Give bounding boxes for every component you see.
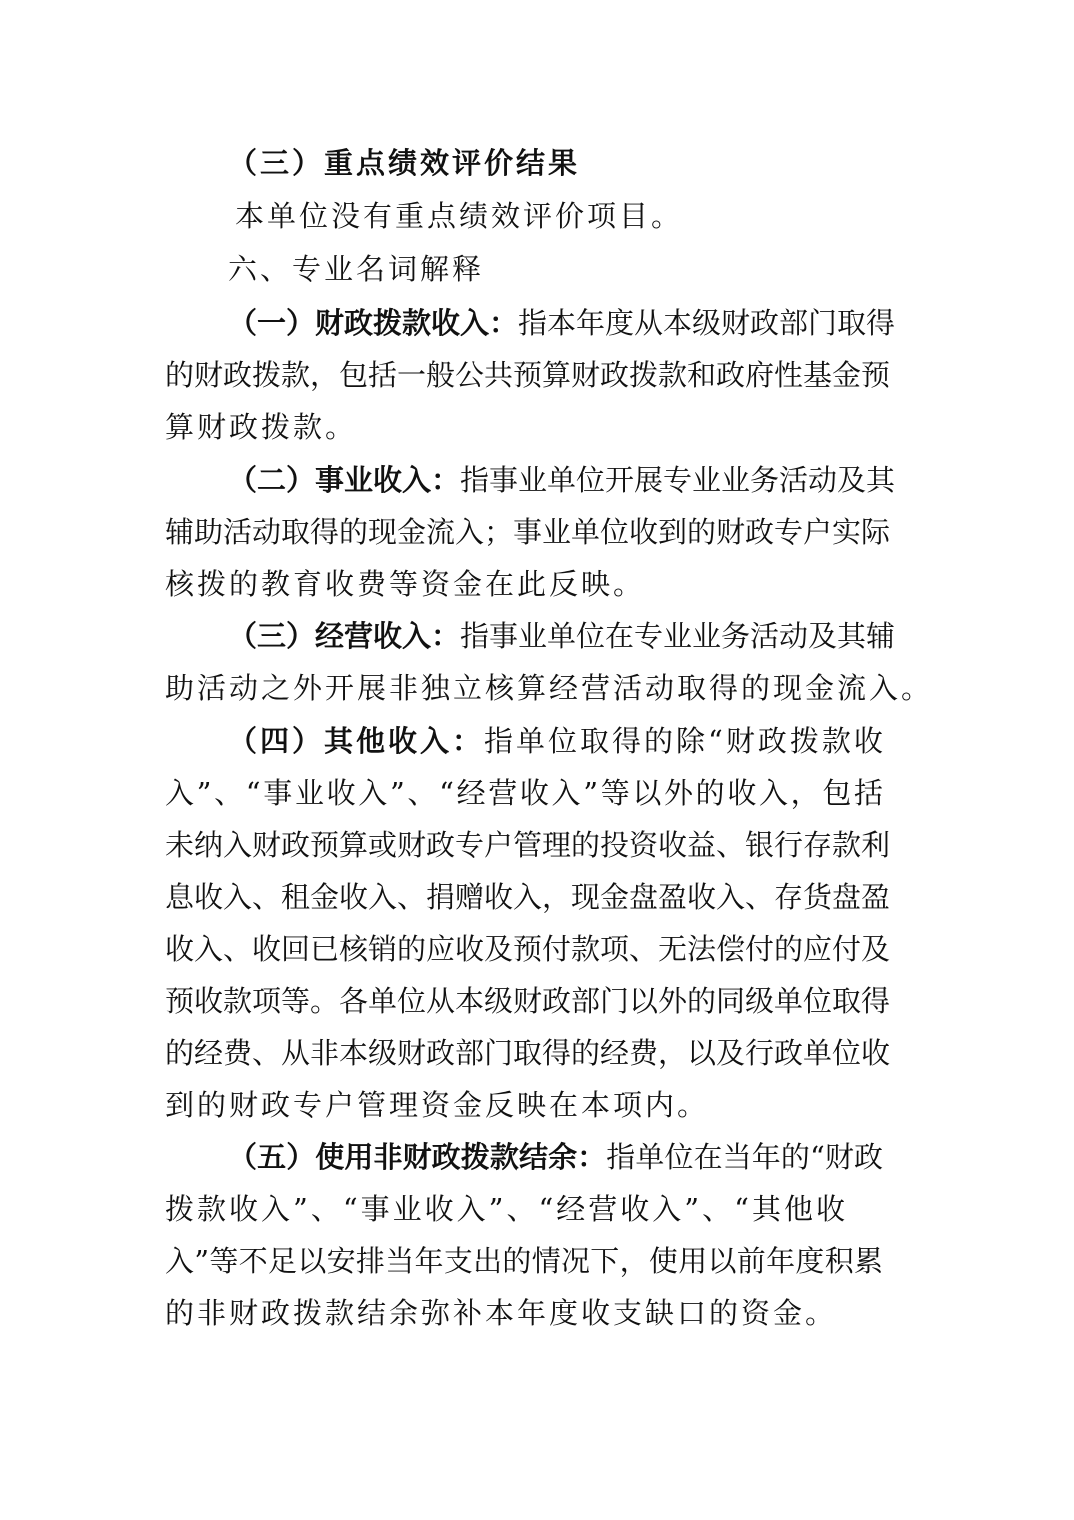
term-text: 算财政拨款。 [165, 410, 358, 444]
paragraph-text: 本单位没有重点绩效评价项目。 [235, 199, 684, 233]
term-text: 助活动之外开展非独立核算经营活动取得的现金流入。 [165, 671, 934, 705]
term-item-2-line-3 [165, 566, 645, 602]
term-item-1-line-1 [228, 305, 896, 341]
term-item-1-line-3 [165, 409, 357, 445]
term-item-5-line-3 [165, 1243, 883, 1279]
term-label: （五）使用非财政拨款结余： [228, 1140, 607, 1174]
heading-text: （三）重点绩效评价结果 [228, 146, 581, 180]
term-item-1-line-2 [165, 357, 891, 393]
term-text: 未纳入财政预算或财政专户管理的投资收益、银行存款利 [165, 828, 891, 862]
term-text: 到的财政专户管理资金反映在本项内。 [165, 1088, 710, 1122]
term-text: 指本年度从本级财政部门取得 [518, 306, 896, 340]
term-item-4-line-7 [165, 1035, 891, 1071]
term-item-2-line-1 [228, 462, 896, 498]
paragraph-no-key-evaluation [235, 198, 683, 234]
term-text: 拨款收入”、“事业收入”、“经营收入”、“其他收 [165, 1192, 848, 1226]
term-item-5-line-1 [228, 1139, 883, 1175]
term-text: 指单位在当年的“财政 [606, 1140, 883, 1174]
term-text: 指事业单位在专业业务活动及其辅 [460, 619, 896, 653]
term-text: 收入、收回已核销的应收及预付款项、无法偿付的应付及 [165, 932, 891, 966]
term-label: （四）其他收入： [228, 724, 485, 758]
term-label: （一）财政拨款收入： [228, 306, 519, 340]
term-text: 的非财政拨款结余弥补本年度收支缺口的资金。 [165, 1296, 838, 1330]
term-text: 的经费、从非本级财政部门取得的经费，以及行政单位收 [165, 1036, 891, 1070]
term-item-4-line-2 [165, 775, 883, 811]
term-text: 预收款项等。各单位从本级财政部门以外的同级单位取得 [165, 984, 891, 1018]
term-text: 息收入、租金收入、捐赠收入，现金盘盈收入、存货盘盈 [165, 880, 891, 914]
term-item-3-line-2 [165, 670, 933, 706]
chapter-heading-terms [228, 251, 484, 287]
term-item-4-line-1 [228, 723, 886, 759]
term-item-4-line-5 [165, 931, 891, 967]
term-label: （二）事业收入： [228, 463, 461, 497]
term-item-5-line-2 [165, 1191, 848, 1227]
section-heading-key-evaluation [228, 145, 580, 181]
term-item-5-line-4 [165, 1295, 837, 1331]
term-item-3-line-1 [228, 618, 896, 654]
term-text: 指单位取得的除“财政拨款收 [484, 724, 886, 758]
term-text: 入”等不足以安排当年支出的情况下，使用以前年度积累 [165, 1244, 883, 1278]
term-label: （三）经营收入： [228, 619, 461, 653]
heading-text: 六、专业名词解释 [228, 252, 485, 286]
term-text: 指事业单位开展专业业务活动及其 [460, 463, 896, 497]
term-text: 入”、“事业收入”、“经营收入”等以外的收入，包括 [165, 776, 883, 810]
term-text: 核拨的教育收费等资金在此反映。 [165, 567, 646, 601]
term-text: 辅助活动取得的现金流入；事业单位收到的财政专户实际 [165, 515, 891, 549]
term-item-4-line-6 [165, 983, 891, 1019]
term-item-4-line-3 [165, 827, 891, 863]
term-text: 的财政拨款，包括一般公共预算财政拨款和政府性基金预 [165, 358, 891, 392]
term-item-2-line-2 [165, 514, 891, 550]
term-item-4-line-8 [165, 1087, 709, 1123]
term-item-4-line-4 [165, 879, 891, 915]
